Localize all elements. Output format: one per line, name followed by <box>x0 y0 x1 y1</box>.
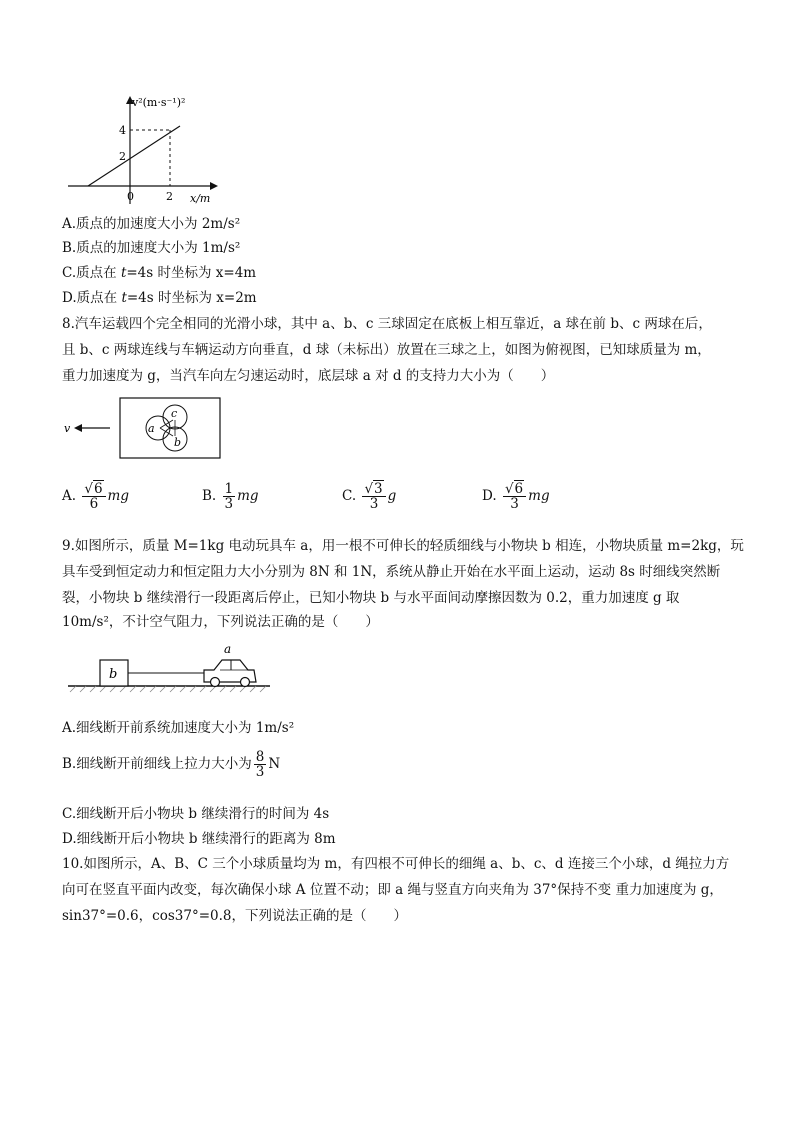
q7-option-d: D.质点在 t=4s 时坐标为 x=2m <box>62 290 257 306</box>
q7-option-c: C.质点在 t=4s 时坐标为 x=4m <box>62 265 257 281</box>
q8-stem-line1: 8.汽车运载四个完全相同的光滑小球，其中 a、b、c 三球固定在底板上相互靠近，a 球在前 b、c 两球在后， <box>62 316 712 332</box>
q10-stem-line3: sin37°=0.6，cos37°=0.8，下列说法正确的是（ ） <box>62 908 407 924</box>
v2-x-graph <box>60 92 220 210</box>
q9-stem-line3: 裂，小物块 b 继续滑行一段距离后停止，已知小物块 b 与水平面间动摩擦因数为 0.2，重力加速度 g 取 <box>62 590 680 606</box>
q9-stem-line1: 9.如图所示，质量 M=1kg 电动玩具车 a，用一根不可伸长的轻质细线与小物块 b 相连，小物块质量 m=2kg，玩 <box>62 538 744 554</box>
q9-stem-line2: 具车受到恒定动力和恒定阻力大小分别为 8N 和 1N，系统从静止开始在水平面上运动，运动 8s 时细线突然断 <box>62 564 721 580</box>
block-b-label: b <box>109 667 118 682</box>
ball-b-label: b <box>174 436 182 449</box>
y-tick-2: 2 <box>119 150 126 163</box>
q9-stem-line4: 10m/s²，不计空气阻力，下列说法正确的是（ ） <box>62 614 379 630</box>
q9-option-a: A.细线断开前系统加速度大小为 1m/s² <box>62 720 295 736</box>
velocity-label: v <box>64 422 71 435</box>
q8-stem-line2: 且 b、c 两球连线与车辆运动方向垂直，d 球（未标出）放置在三球之上，如图为俯视图，已知球质量为 m， <box>62 342 711 358</box>
ball-top-view-figure <box>62 394 232 466</box>
ball-c-label: c <box>171 407 178 420</box>
ball-a-label: a <box>148 422 155 435</box>
q8-option-a: A. $\frac{√6}{6}$ mg <box>62 481 129 512</box>
x-axis-label: x/m <box>190 192 211 205</box>
q9-option-d: D.细线断开后小物块 b 继续滑行的距离为 8m <box>62 831 336 847</box>
q7-option-b: B.质点的加速度大小为 1m/s² <box>62 240 241 256</box>
car-block-figure <box>64 640 274 706</box>
x-tick-2: 2 <box>166 190 173 203</box>
y-tick-4: 4 <box>119 124 126 137</box>
q7-option-a: A.质点的加速度大小为 2m/s² <box>62 216 241 232</box>
q8-option-b: B. $\frac{1}{3}$ mg <box>202 481 259 512</box>
car-a-label: a <box>224 642 232 656</box>
q8-option-c: C. $\frac{√3}{3}$ g <box>342 481 397 512</box>
y-axis-label: v²(m·s⁻¹)² <box>132 96 186 109</box>
q9-option-b: B.细线断开前细线上拉力大小为 $\frac{8}{3}$ N <box>62 749 281 780</box>
q9-option-c: C.细线断开后小物块 b 继续滑行的时间为 4s <box>62 806 330 822</box>
q10-stem-line1: 10.如图所示，A、B、C 三个小球质量均为 m，有四根不可伸长的细绳 a、b、c、d 连接三个小球，d 绳拉力方 <box>62 856 730 872</box>
q8-stem-line3: 重力加速度为 g，当汽车向左匀速运动时，底层球 a 对 d 的支持力大小为（ ） <box>62 368 555 384</box>
origin-label: 0 <box>127 190 134 203</box>
q10-stem-line2: 向可在竖直平面内改变，每次确保小球 A 位置不动；即 a 绳与竖直方向夹角为 37°保持不变 重力加速度为 g， <box>62 882 723 898</box>
q8-option-d: D. $\frac{√6}{3}$ mg <box>482 481 550 512</box>
